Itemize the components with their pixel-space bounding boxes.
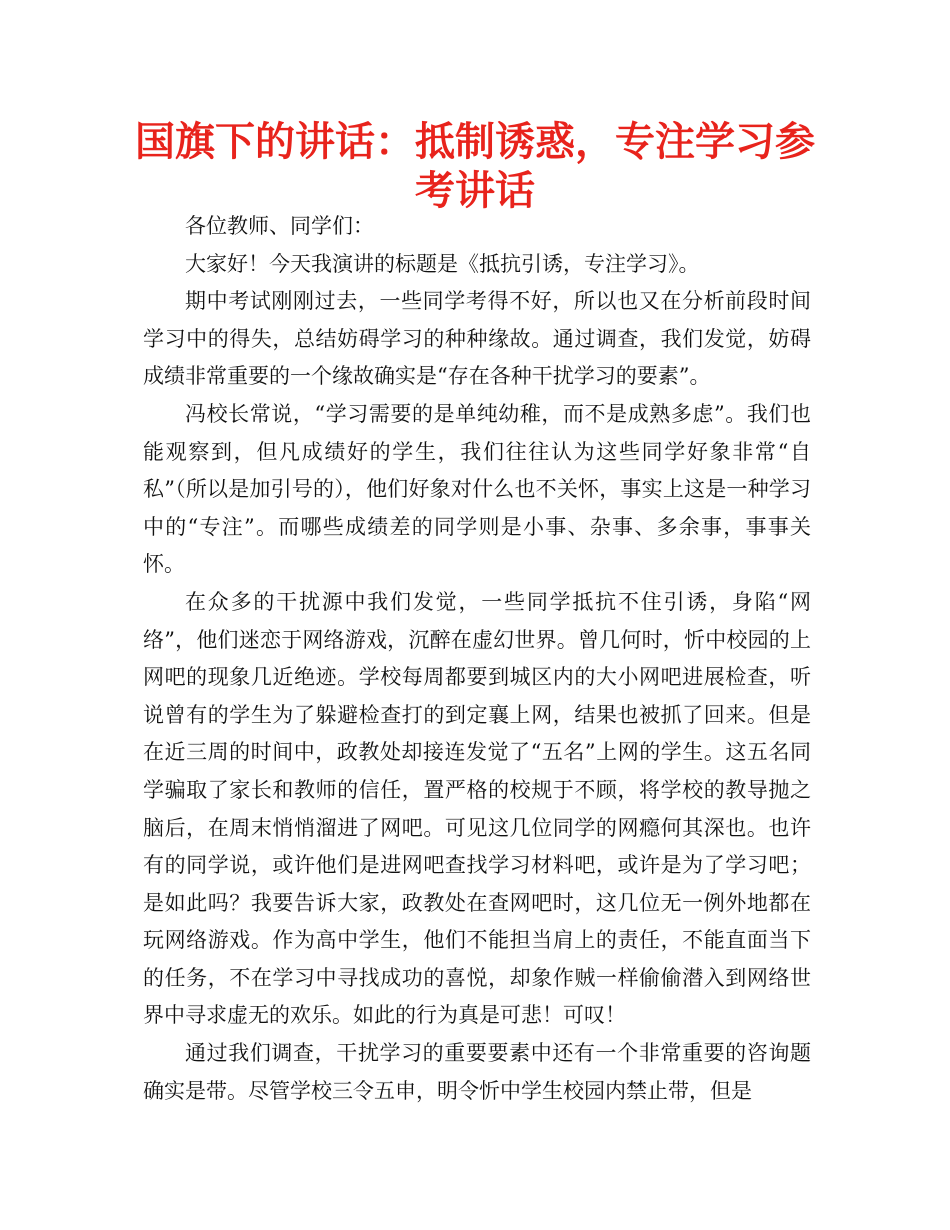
paragraph-salutation: 各位教师、同学们： bbox=[185, 214, 374, 238]
paragraph-internet: 在众多的干扰源中我们发觉，一些同学抵抗不住引诱，身陷“网络”，他们迷恋于网络游戏，沉醉在虚幻世界。曾几何时，忻中校园的上网吧的现象几近绝迹。学校每周都要到城区内的大小网吧进展检查，听说曾有的学生为了躲避检查打的到定襄上网，结果也被抓了回来。但是在近三周的时间中，政教处却接连发觉了“五名”上网的学生。这五名同学骗取了家长和教师的信任，置严格的校规于不顾，将学校的教导抛之脑后，在周末悄悄溜进了网吧。可见这几位同学的网瘾何其深也。也许有的同学说，或许他们是进网吧查找学习材料吧，或许是为了学习吧；是如此吗？我要告诉大家，政教处在查网吧时，这几位无一例外地都在玩网络游戏。作为高中学生，他们不能担当肩上的责任，不能直面当下的任务，不在学习中寻找成功的喜悦，却象作贼一样偷偷潜入到网络世界中寻求虚无的欢乐。如此的行为真是可悲！可叹！ bbox=[143, 589, 811, 1028]
document-title: 国旗下的讲话：抵制诱惑，专注学习参考讲话 bbox=[135, 119, 815, 214]
document-body bbox=[143, 208, 811, 1110]
paragraph-phones: 通过我们调查，干扰学习的重要要素中还有一个非常重要的咨询题确实是带。尽管学校三令五申，明令忻中学生校园内禁止带，但是 bbox=[143, 1041, 811, 1103]
paragraph-greeting: 大家好！今天我演讲的标题是《抵抗引诱，专注学习》。 bbox=[185, 251, 700, 276]
paragraph-principal-quote: 冯校长常说，“学习需要的是单纯幼稚，而不是成熟多虑”。我们也能观察到，但凡成绩好的学生，我们往往认为这些同学好象非常“自私”（所以是加引号的），他们好象对什么也不关怀，事实上这是一种学习中的“专注”。而哪些成绩差的同学则是小事、杂事、多余事，事事关怀。 bbox=[143, 401, 811, 577]
paragraph-exam: 期中考试刚刚过去，一些同学考得不好，所以也又在分析前段时间学习中的得失，总结妨碍学习的种种缘故。通过调查，我们发觉，妨碍成绩非常重要的一个缘故确实是“存在各种干扰学习的要素”。 bbox=[143, 289, 811, 389]
